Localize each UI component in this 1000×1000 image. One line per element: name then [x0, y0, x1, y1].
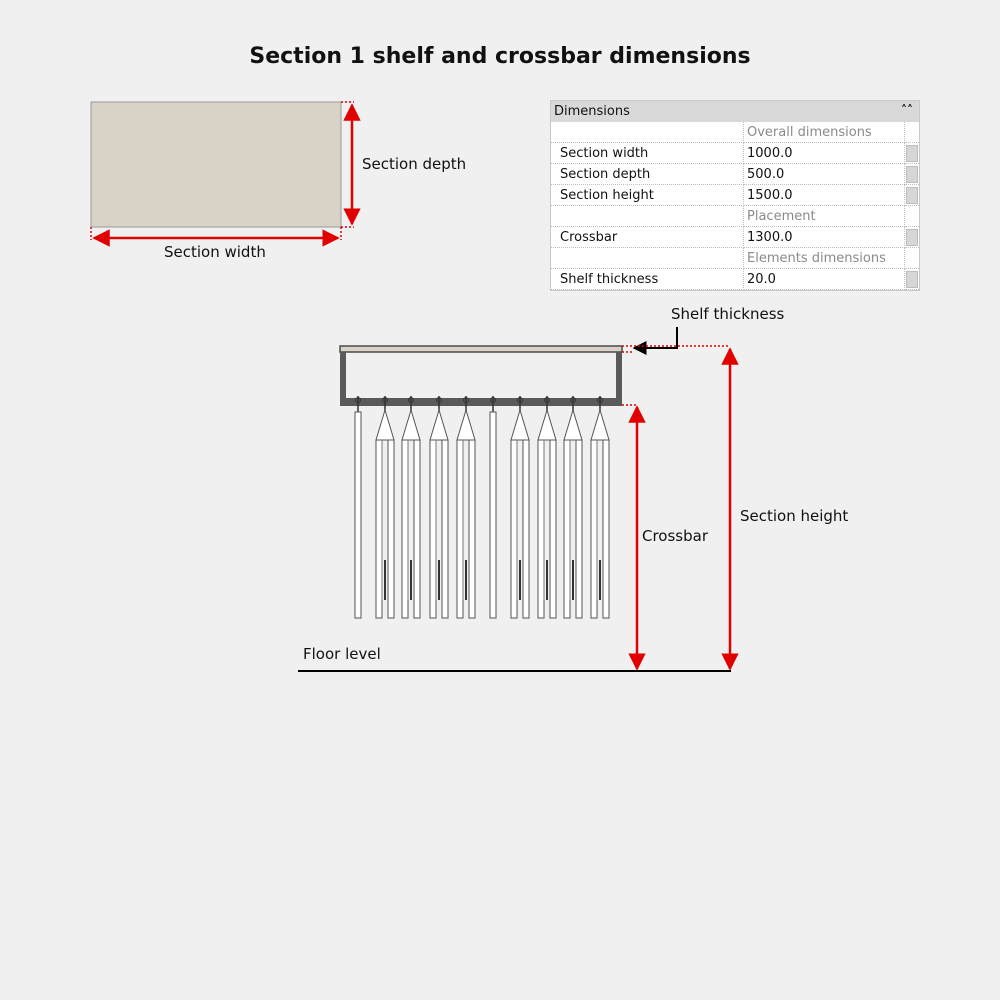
property-name: Section height — [551, 185, 744, 206]
group-label-placement: Placement — [744, 206, 905, 227]
section-front-view — [340, 346, 622, 618]
dimensions-panel-header[interactable] — [551, 101, 919, 122]
edit-button[interactable] — [906, 187, 918, 204]
shelf-thickness-label: Shelf thickness — [671, 305, 785, 323]
page-title: Section 1 shelf and crossbar dimensions — [249, 44, 751, 69]
hanger — [376, 396, 394, 618]
hanger — [490, 396, 496, 618]
property-name: Section width — [551, 143, 744, 164]
section-height-label: Section height — [740, 507, 849, 525]
floor-level-label: Floor level — [303, 645, 381, 663]
property-name: Shelf thickness — [551, 269, 744, 290]
shelf-top-view — [91, 102, 354, 240]
property-row-section-height[interactable] — [551, 185, 919, 206]
section-height-value-field[interactable]: 1500.0 — [744, 185, 905, 206]
dimensions-panel — [550, 100, 920, 291]
shelf-thickness-pointer — [634, 327, 677, 348]
crossbar-label: Crossbar — [642, 527, 708, 545]
property-row-section-width[interactable] — [551, 143, 919, 164]
hanger — [538, 396, 556, 618]
property-name: Crossbar — [551, 227, 744, 248]
edit-button[interactable] — [906, 145, 918, 162]
hanger — [355, 396, 361, 618]
dimensions-panel-title: Dimensions — [554, 104, 630, 119]
group-label-elements-dimensions: Elements dimensions — [744, 248, 905, 269]
section-width-value-field[interactable]: 1000.0 — [744, 143, 905, 164]
edit-button[interactable] — [906, 166, 918, 183]
edit-button[interactable] — [906, 229, 918, 246]
property-name: Section depth — [551, 164, 744, 185]
property-row-crossbar[interactable] — [551, 227, 919, 248]
edit-button[interactable] — [906, 271, 918, 288]
group-label-overall-dimensions: Overall dimensions — [744, 122, 905, 143]
hanger — [591, 396, 609, 618]
shelf-thickness-value-field[interactable]: 20.0 — [744, 269, 905, 290]
hanging-clothes — [355, 396, 609, 618]
section-depth-label: Section depth — [362, 155, 467, 173]
crossbar-value-field[interactable]: 1300.0 — [744, 227, 905, 248]
group-row-placement — [551, 206, 919, 227]
group-row-overall — [551, 122, 919, 143]
hanger — [511, 396, 529, 618]
dimensions-table — [551, 122, 919, 290]
group-row-elements — [551, 248, 919, 269]
section-width-label: Section width — [164, 243, 266, 261]
property-row-shelf-thickness[interactable] — [551, 269, 919, 290]
hanger — [457, 396, 475, 618]
hanger — [564, 396, 582, 618]
hanger — [402, 396, 420, 618]
hanger — [430, 396, 448, 618]
section-depth-value-field[interactable]: 500.0 — [744, 164, 905, 185]
property-row-section-depth[interactable] — [551, 164, 919, 185]
double-chevron-up-icon[interactable]: ˄˄ — [901, 103, 913, 117]
